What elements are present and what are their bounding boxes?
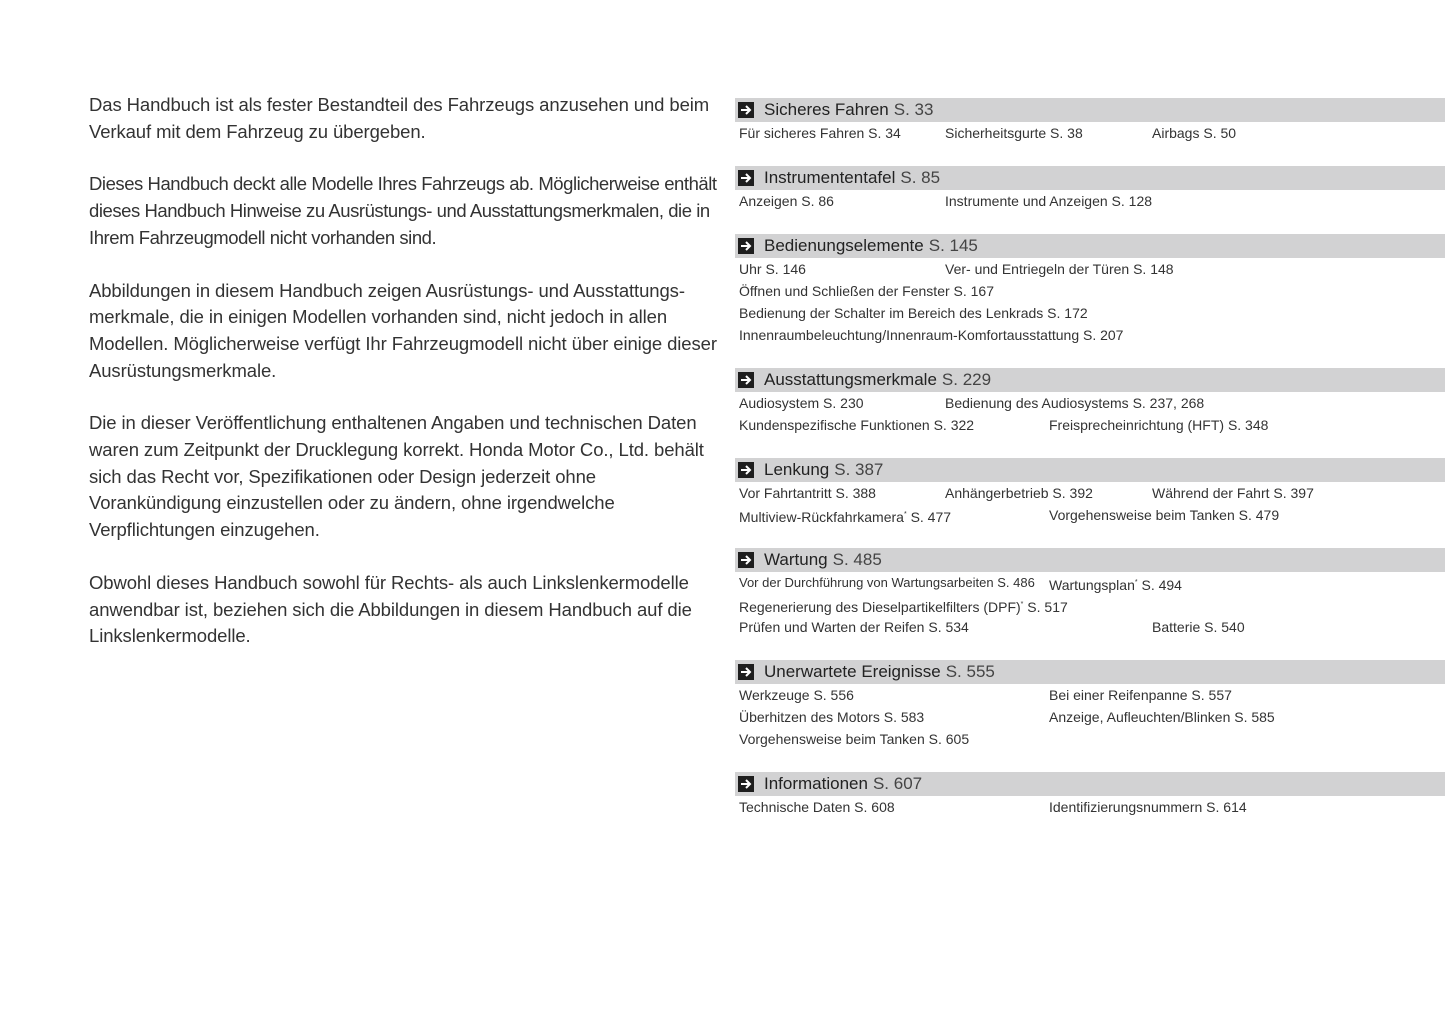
section-title: Bedienungselemente [764,236,924,255]
section-page: S. 607 [872,774,923,793]
footnote-mark: * [903,511,907,518]
section-header[interactable] [735,368,1445,392]
toc-section-ausstattungsmerkmale [735,368,1445,436]
arrow-right-icon [738,372,754,388]
toc-link[interactable]: Prüfen und Warten der Reifen S. 534 [739,619,969,635]
toc-link-label: Multiview-Rückfahrkamera [739,509,904,525]
intro-paragraph: Das Handbuch ist als fester Bestandteil des Fahrzeugs anzusehen und beim Verkauf mit dem Fahrzeug zu übergeben. [89,94,710,142]
section-title: Informationen [764,774,868,793]
toc-link[interactable]: Audiosystem S. 230 [739,395,864,411]
toc-section-lenkung [735,458,1445,526]
arrow-right-icon [738,552,754,568]
toc-link-page: S. 477 [910,509,952,525]
section-header[interactable] [735,772,1445,796]
toc-section-sicheres-fahren [735,98,1445,144]
toc-section-unerwartete-ereignisse [735,660,1445,750]
toc-link[interactable]: Vor der Durchführung von Wartungsarbeiten S. 486 [739,575,1035,590]
toc-link[interactable] [739,504,951,528]
footnote-mark: * [1020,601,1024,608]
toc-section-wartung [735,548,1445,638]
toc-link-label: Wartungsplan [1049,577,1135,593]
intro-paragraph: Abbildungen in diesem Handbuch zeigen Ausrüstungs- und Ausstattungs-merkmale, die in einigen Modellen vorhanden sind, nicht jedoch in allen Modellen. Möglicherweise verfügt Ihr Fahrzeugmodell nicht über einige dieser Ausrüstungsmerkmale. [89,279,717,381]
toc-link[interactable]: Bedienung des Audiosystems S. 237, 268 [945,395,1205,411]
section-title: Wartung [764,550,828,569]
section-header[interactable] [735,458,1445,482]
arrow-right-icon [738,664,754,680]
section-header[interactable] [735,166,1445,190]
toc-link[interactable]: Während der Fahrt S. 397 [1152,485,1314,501]
toc-link[interactable]: Freisprecheinrichtung (HFT) S. 348 [1049,417,1269,433]
arrow-right-icon [738,170,754,186]
section-page: S. 33 [893,100,934,119]
toc-link[interactable]: Uhr S. 146 [739,261,806,277]
toc-link[interactable] [1049,572,1182,596]
toc-link[interactable]: Vorgehensweise beim Tanken S. 479 [1049,507,1280,523]
section-page: S. 485 [832,550,882,569]
section-header[interactable] [735,98,1445,122]
toc-link[interactable]: Vor Fahrtantritt S. 388 [739,485,876,501]
arrow-right-icon [738,238,754,254]
toc-link[interactable]: Öffnen und Schließen der Fenster S. 167 [739,283,995,299]
section-page: S. 387 [834,460,884,479]
section-page: S. 145 [928,236,978,255]
intro-paragraph: Die in dieser Veröffentlichung enthaltenen Angaben und technischen Daten waren zum Zeitpunkt der Drucklegung korrekt. Honda Motor Co., Ltd. behält sich das Recht vor, Spezifikationen oder Design jederzeit ohne Vorankündigung einzustellen oder zu ändern, ohne irgendwelche Verpflichtungen einzugehen. [89,412,704,541]
section-title: Sicheres Fahren [764,100,889,119]
toc-link[interactable]: Ver- und Entriegeln der Türen S. 148 [945,261,1174,277]
toc-link[interactable]: Werkzeuge S. 556 [739,687,854,703]
section-page: S. 555 [945,662,995,681]
toc-link[interactable]: Airbags S. 50 [1152,125,1237,141]
toc-link[interactable]: Anzeigen S. 86 [739,193,834,209]
table-of-contents [735,98,1445,840]
section-header[interactable] [735,234,1445,258]
toc-link[interactable]: Für sicheres Fahren S. 34 [739,125,901,141]
toc-link-page: S. 517 [1027,599,1068,615]
intro-text [89,92,719,676]
section-header[interactable] [735,548,1445,572]
arrow-right-icon [738,462,754,478]
intro-paragraph: Obwohl dieses Handbuch sowohl für Rechts- als auch Linkslenkermodelle anwendbar ist, beziehen sich die Abbildungen in diesem Handbuch auf die Linkslenkermodelle. [89,571,692,647]
toc-link[interactable] [739,594,1068,618]
toc-link[interactable]: Anzeige, Aufleuchten/Blinken S. 585 [1049,709,1275,725]
toc-link[interactable]: Überhitzen des Motors S. 583 [739,709,925,725]
toc-section-informationen [735,772,1445,818]
toc-link-label: Regenerierung des Dieselpartikelfilters (DPF) [739,599,1021,615]
toc-link-page: S. 494 [1141,577,1182,593]
toc-link[interactable]: Identifizierungsnummern S. 614 [1049,799,1247,815]
section-title: Unerwartete Ereignisse [764,662,941,681]
toc-link[interactable]: Bedienung der Schalter im Bereich des Lenkrads S. 172 [739,305,1088,321]
section-title: Instrumententafel [764,168,896,187]
toc-section-instrumententafel [735,166,1445,212]
toc-link[interactable]: Batterie S. 540 [1152,619,1245,635]
section-title: Ausstattungsmerkmale [764,370,937,389]
toc-link[interactable]: Sicherheitsgurte S. 38 [945,125,1083,141]
toc-link[interactable]: Innenraumbeleuchtung/Innenraum-Komfortausstattung S. 207 [739,327,1124,343]
toc-link[interactable]: Kundenspezifische Funktionen S. 322 [739,417,975,433]
toc-link[interactable]: Bei einer Reifenpanne S. 557 [1049,687,1232,703]
arrow-right-icon [738,102,754,118]
section-page: S. 85 [900,168,941,187]
toc-link[interactable]: Vorgehensweise beim Tanken S. 605 [739,731,970,747]
toc-link[interactable]: Technische Daten S. 608 [739,799,895,815]
intro-paragraph: Dieses Handbuch deckt alle Modelle Ihres Fahrzeugs ab. Möglicherweise enthält dieses Handbuch Hinweise zu Ausrüstungs- und Ausstattungsmerkmalen, die in Ihrem Fahrzeugmodell nicht vorhanden sind. [89,173,717,248]
arrow-right-icon [738,776,754,792]
toc-section-bedienungselemente [735,234,1445,346]
footnote-mark: * [1134,579,1138,586]
section-page: S. 229 [941,370,992,389]
toc-link[interactable]: Anhängerbetrieb S. 392 [945,485,1093,501]
toc-link[interactable]: Instrumente und Anzeigen S. 128 [945,193,1153,209]
section-title: Lenkung [764,460,830,479]
section-header[interactable] [735,660,1445,684]
